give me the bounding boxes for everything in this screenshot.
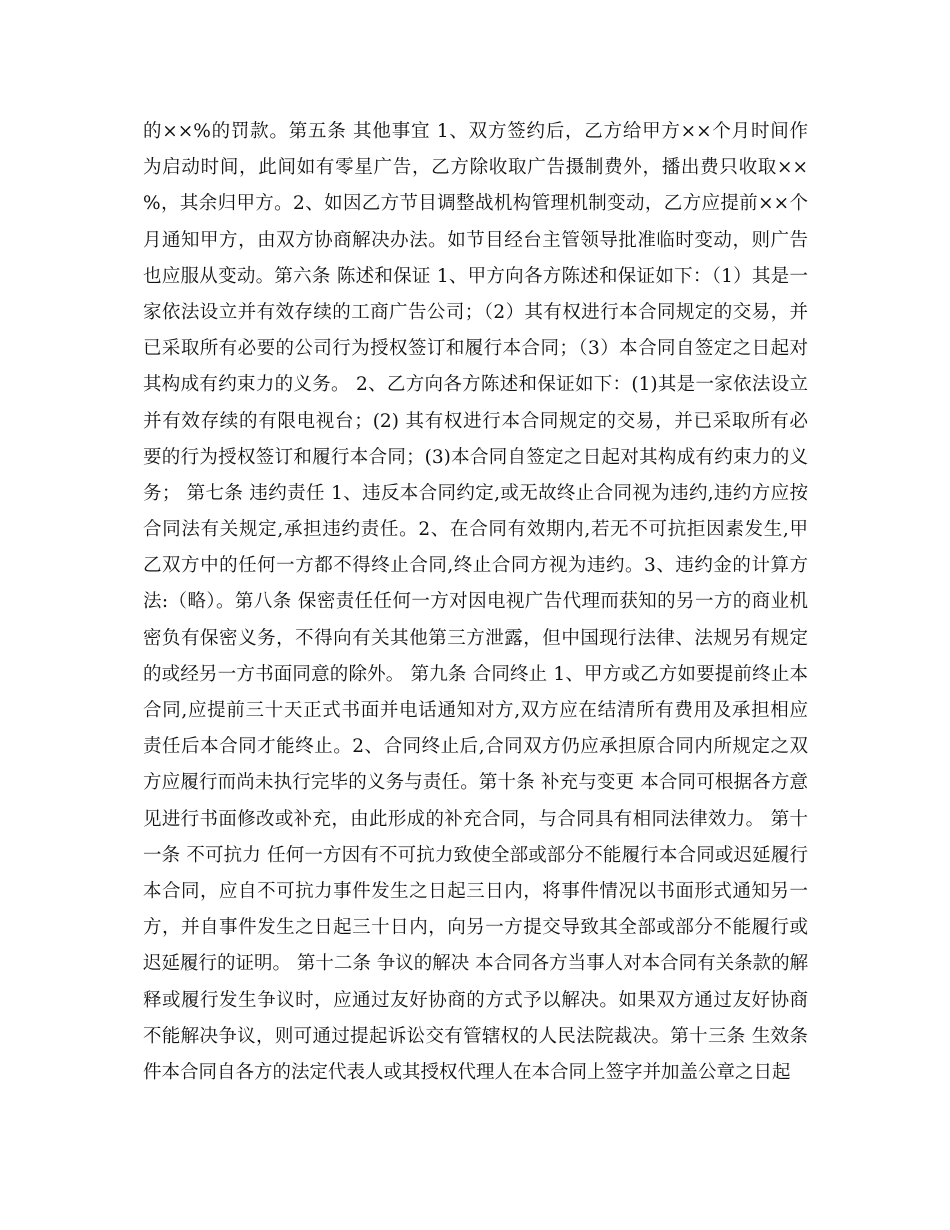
text-line: 务； 第七条 违约责任 1、违反本合同约定,或无故终止合同视为违约,违约方应按 xyxy=(143,482,808,504)
text-line: 法:（略）。第八条 保密责任任何一方对因电视广告代理而获知的另一方的商业机 xyxy=(143,591,808,613)
text-line: 方应履行而尚未执行完毕的义务与责任。第十条 补充与变更 本合同可根据各方意 xyxy=(143,772,808,794)
text-line: 的××%的罚款。第五条 其他事宜 1、双方签约后，乙方给甲方××个月时间作 xyxy=(143,121,808,142)
text-line: 释或履行发生争议时，应通过友好协商的方式予以解决。如果双方通过友好协商 xyxy=(143,989,808,1011)
text-line: 已采取所有必要的公司行为授权签订和履行本合同；（3）本合同自签定之日起对 xyxy=(143,338,808,360)
text-line: 责任后本合同才能终止。2、合同终止后,合同双方仍应承担原合同内所规定之双 xyxy=(143,736,808,758)
text-line: 月通知甲方，由双方协商解决办法。如节目经台主管领导批准临时变动，则广告 xyxy=(143,229,808,251)
text-line: 乙双方中的任何一方都不得终止合同,终止合同方视为违约。3、违约金的计算方 xyxy=(143,555,808,577)
text-line: 合同,应提前三十天正式书面并电话通知对方,双方应在结清所有费用及承担相应 xyxy=(143,700,808,721)
text-line: 其构成有约束力的义务。 2、乙方向各方陈述和保证如下：(1)其是一家依法设立 xyxy=(143,374,808,396)
text-line: 合同法有关规定,承担违约责任。2、在合同有效期内,若无不可抗拒因素发生,甲 xyxy=(143,519,808,541)
text-line: 家依法设立并有效存续的工商广告公司；（2）其有权进行本合同规定的交易，并 xyxy=(143,301,808,323)
contract-text xyxy=(143,114,808,1091)
text-line: 也应服从变动。第六条 陈述和保证 1、甲方向各方陈述和保证如下：（1）其是一 xyxy=(143,265,808,287)
text-line: 的或经另一方书面同意的除外。 第九条 合同终止 1、甲方或乙方如要提前终止本 xyxy=(143,663,808,685)
text-line: 一条 不可抗力 任何一方因有不可抗力致使全部或部分不能履行本合同或迟延履行 xyxy=(143,844,808,866)
text-line: 为启动时间，此间如有零星广告，乙方除收取广告摄制费外，播出费只收取×× xyxy=(143,157,808,179)
text-line: %，其余归甲方。2、如因乙方节目调整战机构管理机制变动，乙方应提前××个 xyxy=(143,193,808,215)
text-line: 迟延履行的证明。 第十二条 争议的解决 本合同各方当事人对本合同有关条款的解 xyxy=(143,953,809,975)
text-line: 本合同，应自不可抗力事件发生之日起三日内，将事件情况以书面形式通知另一 xyxy=(143,880,808,902)
text-line: 方，并自事件发生之日起三十日内，向另一方提交导致其全部或部分不能履行或 xyxy=(143,917,808,939)
text-line: 件本合同自各方的法定代表人或其授权代理人在本合同上签字并加盖公章之日起 xyxy=(143,1061,791,1083)
text-line: 并有效存续的有限电视台；(2) 其有权进行本合同规定的交易，并已采取所有必 xyxy=(143,410,808,432)
text-line: 要的行为授权签订和履行本合同；(3)本合同自签定之日起对其构成有约束力的义 xyxy=(143,446,808,468)
text-line: 密负有保密义务，不得向有关其他第三方泄露，但中国现行法律、法规另有规定 xyxy=(143,627,808,649)
text-line: 不能解决争议，则可通过提起诉讼交有管辖权的人民法院裁决。第十三条 生效条 xyxy=(143,1025,808,1047)
text-line: 见进行书面修改或补充，由此形成的补充合同，与合同具有相同法律效力。 第十 xyxy=(143,808,808,830)
